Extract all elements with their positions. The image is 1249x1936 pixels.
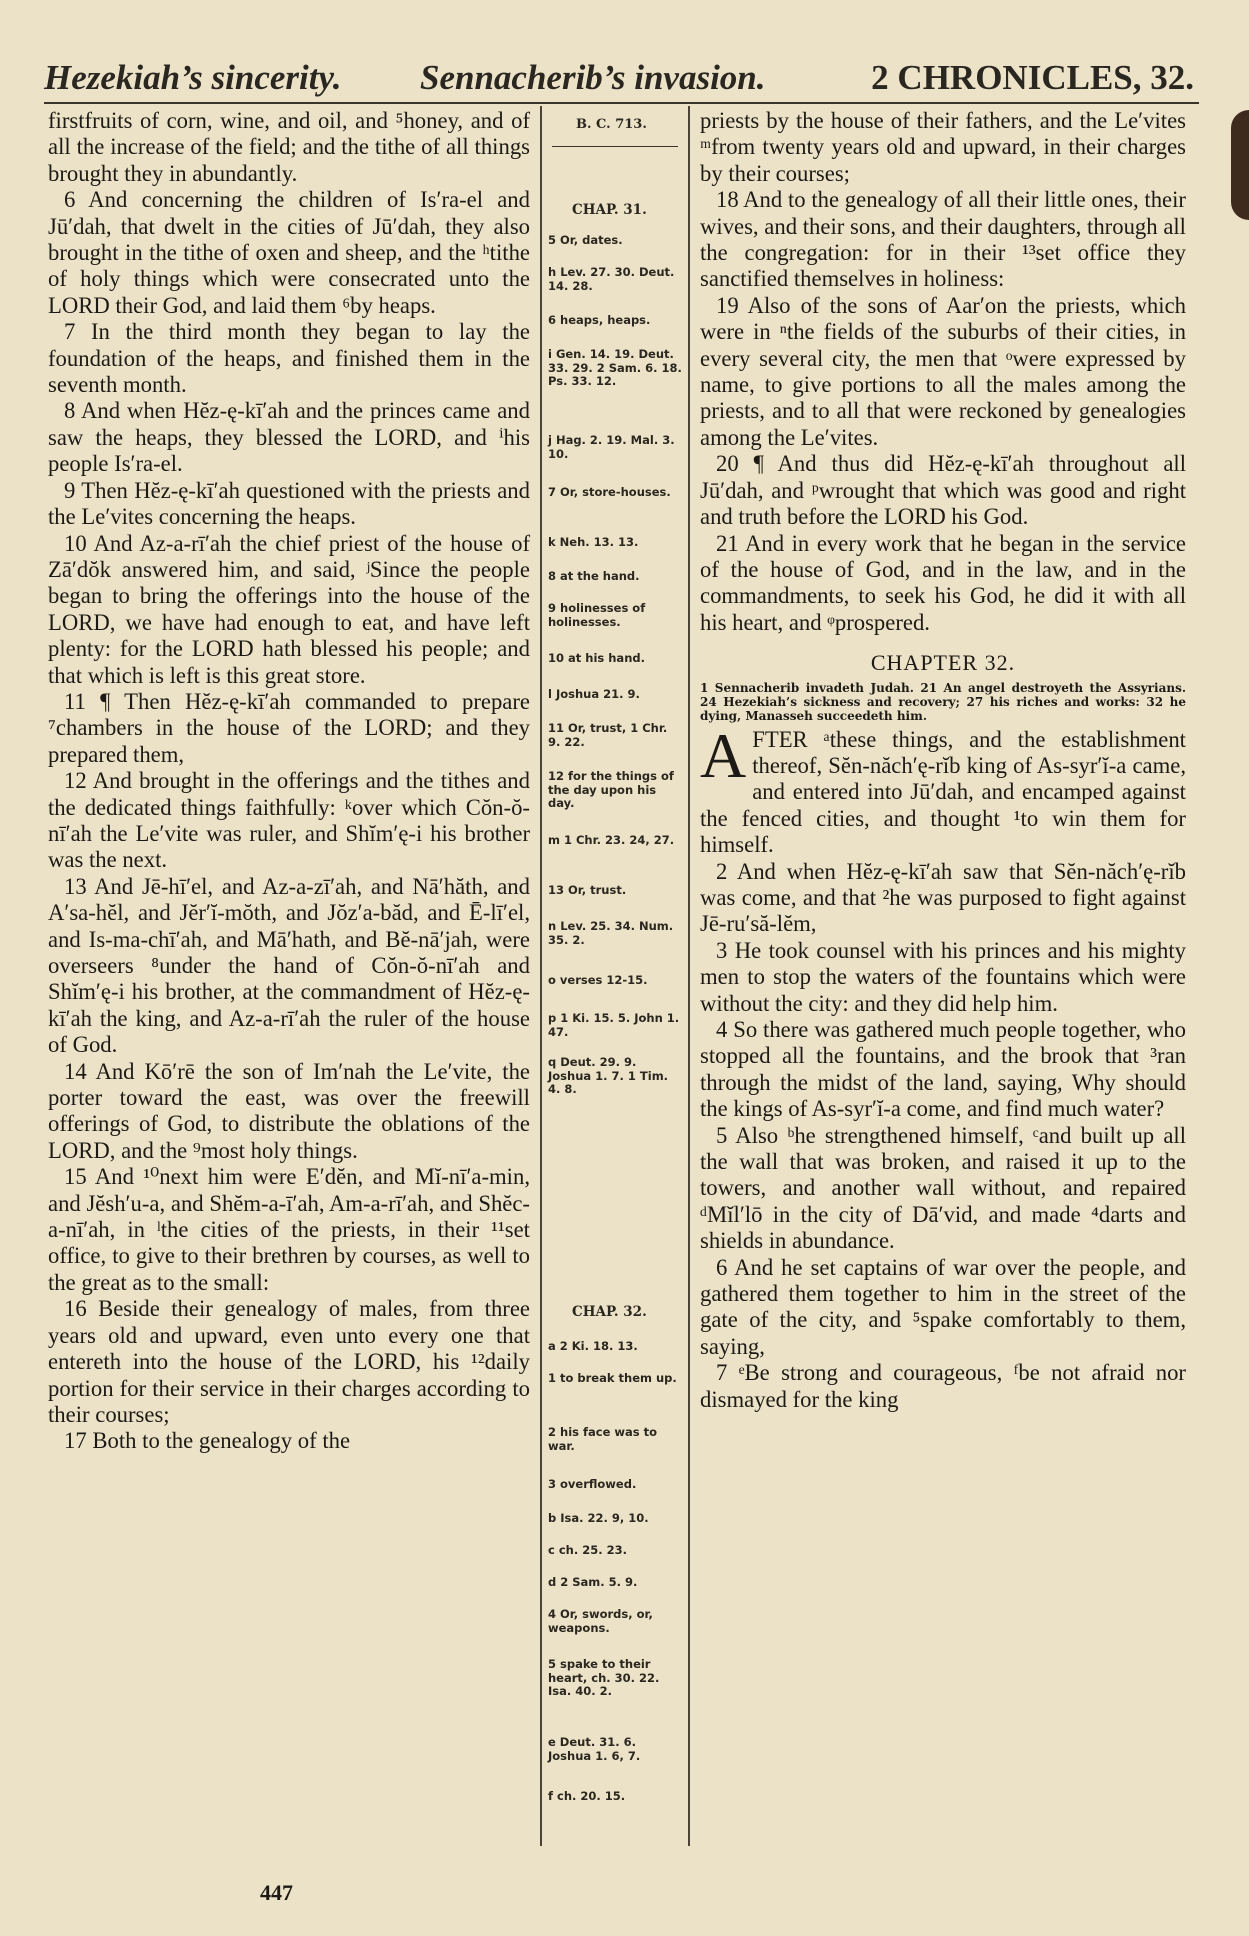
verse-13: 13 And Jē-hī′el, and Az-a-zī′ah, and Nā′hăth, and A′sa-hĕl, and Jĕr′ĭ-mŏth, and Jŏz′a-băd, and Ē-lī′el, and Is-ma-chī′ah, and Mā′hath, and Bĕ-nā′jah, were overseers ⁸under the hand of Cŏn-ŏ-nī′ah and Shĭm′ę-i his brother, at the commandment of Hĕz-ę-kī′ah the king, and Az-a-rī′ah the ruler of the house of God. <box>48 873 530 1058</box>
margin-note: 7 Or, store-houses. <box>548 485 671 499</box>
right-column <box>700 108 1186 1413</box>
verse-12: 12 And brought in the offerings and the tithes and the dedicated things faithfully: ᵏover which Cŏn-ŏ-nī′ah the Le′vite was ruler, and Shĭm′ę-i his brother was the next. <box>48 768 530 873</box>
margin-note: i Gen. 14. 19. Deut. 33. 29. 2 Sam. 6. 18. Ps. 33. 12. <box>548 347 682 388</box>
column-divider-left <box>540 106 542 1846</box>
margin-chapter-32: CHAP. 32. <box>572 1304 647 1320</box>
margin-note: e Deut. 31. 6. Joshua 1. 6, 7. <box>548 1735 641 1763</box>
margin-date: B. C. 713. <box>576 117 647 132</box>
verse-7: 7 ᵉBe strong and courageous, ᶠbe not afraid nor dismayed for the king <box>700 1360 1186 1412</box>
thumb-index-tab <box>1231 110 1249 220</box>
margin-note: 9 holinesses of holinesses. <box>548 601 646 629</box>
margin-rule <box>552 146 678 147</box>
verse-8: 8 And when Hĕz-ę-kī′ah and the princes came and saw the heaps, they blessed the LORD, and ⁱhis people Is′ra-el. <box>48 398 530 477</box>
verse-5: 5 Also ᵇhe strengthened himself, ᶜand built up all the wall that was broken, and raised it up to the towers, and another wall without, and repaired ᵈMĭl′lō in the city of Dā′vid, and made ⁴darts and shields in abundance. <box>700 1122 1186 1254</box>
verse-4: 4 So there was gathered much people together, who stopped all the fountains, and the brook that ³ran through the midst of the land, saying, Why should the kings of As-syr′ĭ-a come, and find much water? <box>700 1017 1186 1122</box>
verse-text: firstfruits of corn, wine, and oil, and ⁵honey, and of all the increase of the field; and the tithe of all things brought they in abundantly. <box>48 108 530 186</box>
margin-note: q Deut. 29. 9. Joshua 1. 7. 1 Tim. 4. 8. <box>548 1055 669 1096</box>
margin-note: 5 Or, dates. <box>548 233 623 247</box>
verse-15: 15 And ¹⁰next him were E′dĕn, and Mĭ-nī′a-min, and Jĕsh′u-a, and Shĕm-a-ī′ah, Am-a-rī′ah, and Shĕc-a-nī′ah, in ˡthe cities of the priests, in their ¹¹set office, to give to their brethren by courses, as well to the great as to the small: <box>48 1164 530 1295</box>
margin-chapter-31: CHAP. 31. <box>572 202 647 218</box>
header-rule <box>44 102 1199 104</box>
margin-note: 8 at the hand. <box>548 569 640 583</box>
margin-note: 4 Or, swords, or, weapons. <box>548 1607 653 1635</box>
running-header <box>44 52 1194 108</box>
margin-note: 3 overflowed. <box>548 1477 637 1491</box>
margin-note: d 2 Sam. 5. 9. <box>548 1575 638 1589</box>
page-number: 447 <box>260 1880 293 1905</box>
verse-text: priests by the house of their fathers, and the Le′vites ᵐfrom twenty years old and upward, in their charges by their courses; <box>700 108 1186 186</box>
margin-note: l Joshua 21. 9. <box>548 687 640 701</box>
left-column <box>48 108 530 1455</box>
margin-note: 12 for the things of the day upon his day. <box>548 769 674 810</box>
verse-1 <box>700 719 1186 859</box>
margin-note: o verses 12-15. <box>548 973 648 987</box>
verse-6: 6 And concerning the children of Is′ra-el and Jū′dah, that dwelt in the cities of Jū′dah, they also brought in the tithe of oxen and sheep, and the ʰtithe of holy things which were consecrated unto the LORD their God, and laid them ⁶by heaps. <box>48 187 530 318</box>
verse-11: 11 ¶ Then Hĕz-ę-kī′ah commanded to prepare ⁷chambers in the house of the LORD; and they prepared them, <box>48 688 530 767</box>
margin-note: a 2 Ki. 18. 13. <box>548 1339 638 1353</box>
margin-note: 6 heaps, heaps. <box>548 313 651 327</box>
verse-2: 2 And when Hĕz-ę-kī′ah saw that Sĕn-năch′ę-rĭb was come, and that ²he was purposed to fight against Jē-ru′să-lĕm, <box>700 858 1186 937</box>
margin-note: p 1 Ki. 15. 5. John 1. 47. <box>548 1011 680 1039</box>
margin-note: m 1 Chr. 23. 24, 27. <box>548 833 675 847</box>
margin-note: j Hag. 2. 19. Mal. 3. 10. <box>548 433 675 461</box>
margin-note: 11 Or, trust, 1 Chr. 9. 22. <box>548 721 668 749</box>
chapter-summary: 1 Sennacherib invadeth Judah. 21 An angel destroyeth the Assyrians. 24 Hezekiah’s sickness and recovery; 27 his riches and works: 32 he dying, Manasseh succeedeth him. <box>700 680 1186 723</box>
verse-6: 6 And he set captains of war over the people, and gathered them together to him in the street of the gate of the city, and ⁵spake comfortably to them, saying, <box>700 1254 1186 1359</box>
margin-note: 5 spake to their heart, ch. 30. 22. Isa. 40. 2. <box>548 1657 660 1698</box>
verse-10: 10 And Az-a-rī′ah the chief priest of the house of Zā′dŏk answered him, and said, ʲSince the people began to bring the offerings into the house of the LORD, we have had enough to eat, and have left plenty: for the LORD hath blessed his people; and that which is left is this great store. <box>48 530 530 688</box>
chapter-heading: CHAPTER 32. <box>870 650 1016 676</box>
margin-note: c ch. 25. 23. <box>548 1543 627 1557</box>
verse-16: 16 Beside their genealogy of males, from three years old and upward, even unto every one that entereth into the house of the LORD, his ¹²daily portion for their service in their charges according to their courses; <box>48 1296 530 1427</box>
verse-21: 21 And in every work that he began in the service of the house of God, and in the law, and in the commandments, to seek his God, he did it with all his heart, and ᵠprospered. <box>700 530 1186 635</box>
verse-14: 14 And Kō′rē the son of Im′nah the Le′vite, the porter toward the east, was over the freewill offerings of God, to distribute the oblations of the LORD, and the ⁹most holy things. <box>48 1058 530 1163</box>
verse-9: 9 Then Hĕz-ę-kī′ah questioned with the priests and the Le′vites concerning the heaps. <box>48 477 530 530</box>
column-divider-right <box>688 106 690 1846</box>
verse-18: 18 And to the genealogy of all their little ones, their wives, and their sons, and their daughters, through all the congregation: for in their ¹³set office they sanctified themselves in holiness: <box>700 187 1186 292</box>
margin-note: f ch. 20. 15. <box>548 1789 626 1803</box>
margin-note: 2 his face was to war. <box>548 1425 657 1453</box>
verse-17: 17 Both to the genealogy of the <box>64 1428 351 1454</box>
verse-3: 3 He took counsel with his princes and his mighty men to stop the waters of the fountains which were without the city: and they did help him. <box>700 937 1186 1016</box>
margin-note: n Lev. 25. 34. Num. 35. 2. <box>548 919 674 947</box>
header-middle: Sennacherib’s invasion. <box>420 58 766 97</box>
verse-7: 7 In the third month they began to lay the foundation of the heaps, and finished them in the seventh month. <box>48 319 530 398</box>
margin-note: 1 to break them up. <box>548 1371 677 1385</box>
drop-cap: A <box>700 719 747 791</box>
margin-note: 10 at his hand. <box>548 651 645 665</box>
verse-1-text: FTER ᵃthese things, and the establishment thereof, Sĕn-năch′ę-rĭb king of As-syr′ĭ-a came, and entered into Jū′dah, and encamped against the fenced cities, and thought ¹to win them for himself. <box>700 726 1186 858</box>
header-right: 2 CHRONICLES, 32. <box>871 58 1194 97</box>
margin-note: k Neh. 13. 13. <box>548 535 639 549</box>
margin-note: b Isa. 22. 9, 10. <box>548 1511 649 1525</box>
verse-19: 19 Also of the sons of Aar′on the priests, which were in ⁿthe fields of the suburbs of their cities, in every several city, the men that ᵒwere expressed by name, to give portions to all the males among the priests, and to all that were reckoned by genealogies among the Le′vites. <box>700 292 1186 450</box>
verse-20: 20 ¶ And thus did Hĕz-ę-kī′ah throughout all Jū′dah, and ᵖwrought that which was good and right and truth before the LORD his God. <box>700 451 1186 530</box>
margin-note: h Lev. 27. 30. Deut. 14. 28. <box>548 265 675 293</box>
margin-note: 13 Or, trust. <box>548 883 627 897</box>
header-left: Hezekiah’s sincerity. <box>44 58 342 97</box>
